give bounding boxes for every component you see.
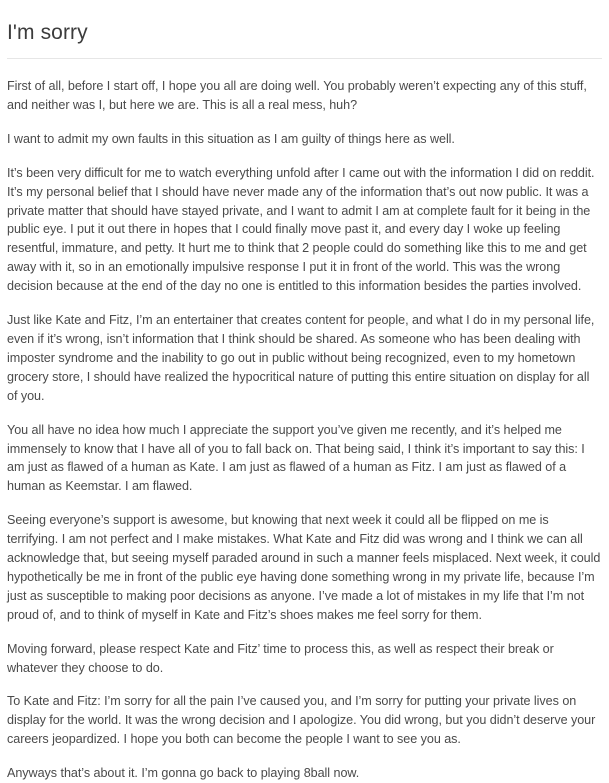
post-paragraph: To Kate and Fitz: I’m sorry for all the pain I’ve caused you, and I’m sorry for putting your private lives on display for the world. It was the wrong decision and I apologize. You did wrong, but you didn’t deserve your careers jeopardized. I hope you both can become the people I want to see you as. [7,694,596,747]
post-paragraph: I want to admit my own faults in this situation as I am guilty of things here as well. [7,131,455,146]
title-divider [7,58,602,59]
post-paragraph: It’s been very difficult for me to watch everything unfold after I came out with the information I did on reddit. It’s my personal belief that I should have never made any of the information that’s out now public. It was a private matter that should have stayed private, and I want to admit I am at complete fault for it being in the public eye. I put it out there in hopes that I could finally move past it, and every day I woke up feeling resentful, immature, and petty. It hurt me to think that 2 people could do something like this to me and get away with it, so in an emotionally impulsive response I put it in front of the world. This was the wrong decision because at the end of the day no one is entitled to this information besides the parties involved. [7,165,595,294]
post-paragraph: First of all, before I start off, I hope you all are doing well. You probably weren’t expecting any of this stuff, and neither was I, but here we are. This is all a real mess, huh? [7,79,587,112]
post-body [7,77,602,783]
post-paragraph: Seeing everyone’s support is awesome, but knowing that next week it could all be flipped on me is terrifying. I am not perfect and I make mistakes. What Kate and Fitz did was wrong and I think we can all acknowledge that, but seeing myself paraded around in such a manner feels misplaced. Next week, it could hypothetically be me in front of the public eye having done something wrong in my private life, because I’m just as susceptible to making poor decisions as anyone. I’ve made a lot of mistakes in my life that I’m not proud of, and to think of myself in Kate and Fitz’s shoes makes me feel sorry for them. [7,513,601,622]
post-paragraph: Just like Kate and Fitz, I’m an entertainer that creates content for people, and what I do in my personal life, even if it’s wrong, isn’t information that I think should be shared. As someone who has been dealing with imposter syndrome and the inability to go out in public without being recognized, even to my hometown grocery store, I should have realized the hypocritical nature of putting this entire situation on display for all of you. [7,313,595,403]
post-title: I'm sorry [7,21,88,44]
post-paragraph: Anyways that’s about it. I’m gonna go back to playing 8ball now. [7,766,360,781]
post-paragraph: You all have no idea how much I appreciate the support you’ve given me recently, and it’s helped me immensely to know that I have all of you to fall back on. That being said, I think it’s important to say this: I am just as flawed of a human as Kate. I am just as flawed of a human as Fitz. I am just as flawed of a human as Keemstar. I am flawed. [7,422,585,494]
post-paragraph: Moving forward, please respect Kate and Fitz’ time to process this, as well as respect their break or whatever they choose to do. [7,641,554,675]
